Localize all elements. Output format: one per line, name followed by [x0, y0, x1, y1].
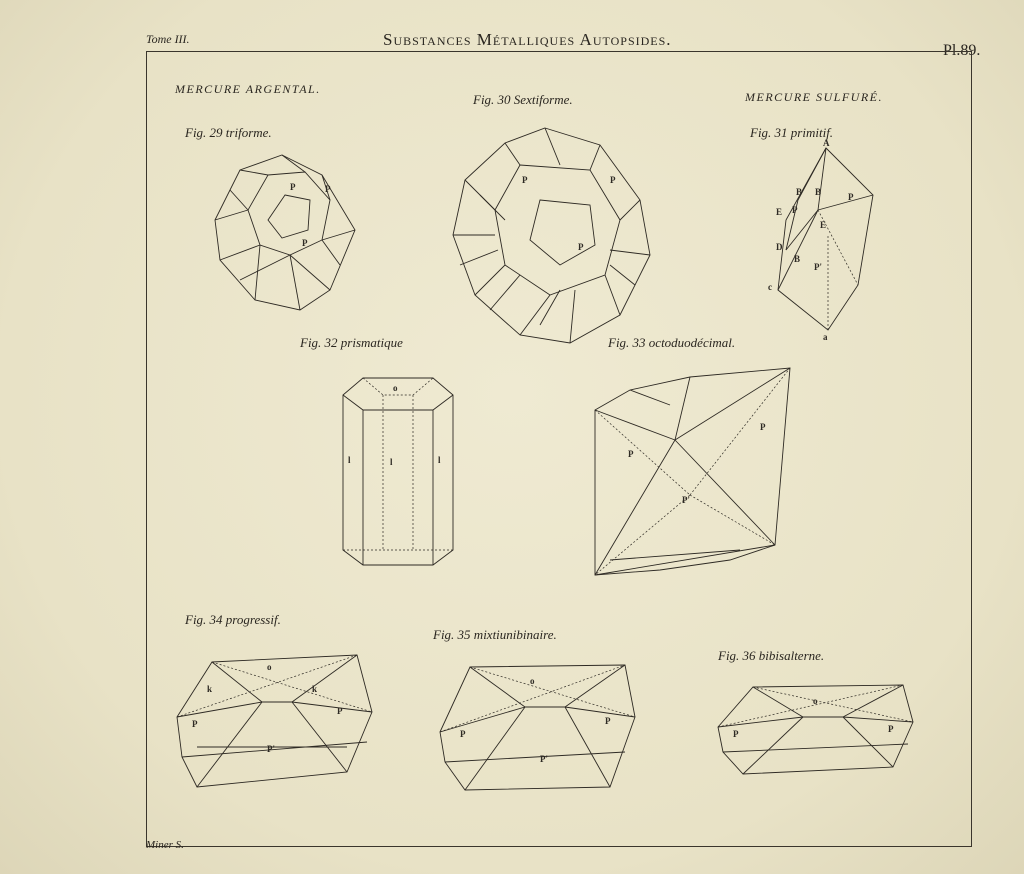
svg-text:P: P: [888, 724, 894, 734]
svg-text:l: l: [438, 455, 441, 465]
section-mercure-argental: MERCURE ARGENTAL.: [175, 82, 321, 96]
svg-text:P: P: [792, 205, 798, 215]
fig34-caption: Fig. 34 progressif.: [185, 612, 281, 627]
fig30-crystal-drawing: [450, 125, 660, 345]
svg-text:o: o: [813, 696, 818, 706]
svg-text:a: a: [823, 332, 828, 342]
svg-text:l: l: [348, 455, 351, 465]
fig36-caption: Fig. 36 bibisalterne.: [718, 648, 825, 663]
svg-text:P: P: [605, 716, 611, 726]
svg-text:P: P: [337, 706, 343, 716]
fig29-caption: Fig. 29 triforme.: [185, 125, 272, 140]
svg-text:P: P: [325, 184, 331, 194]
svg-text:P': P': [814, 262, 822, 272]
fig36-crystal-drawing: [713, 682, 918, 782]
fig32-caption: Fig. 32 prismatique: [300, 335, 403, 350]
svg-text:k: k: [207, 684, 213, 694]
svg-text:o: o: [530, 676, 535, 686]
svg-text:A: A: [823, 138, 830, 148]
svg-text:P: P: [290, 182, 296, 192]
fig32-crystal-drawing: [338, 375, 458, 570]
svg-text:B: B: [794, 254, 801, 264]
fig31-caption: Fig. 31 primitif.: [750, 125, 834, 140]
fig30-caption: Fig. 30 Sextiforme.: [473, 92, 573, 107]
svg-text:B: B: [815, 187, 822, 197]
svg-text:D: D: [776, 242, 783, 252]
tome-label: Tome III.: [146, 32, 190, 46]
svg-text:c: c: [768, 282, 772, 292]
svg-text:P': P': [267, 744, 275, 754]
svg-text:E: E: [776, 207, 783, 217]
svg-text:o: o: [393, 383, 398, 393]
fig33-caption: Fig. 33 octoduodécimal.: [608, 335, 736, 350]
svg-text:P: P: [848, 192, 854, 202]
svg-text:P: P: [733, 729, 739, 739]
svg-text:P: P: [522, 175, 528, 185]
svg-text:P': P': [540, 754, 548, 764]
svg-text:k: k: [312, 684, 318, 694]
svg-text:P: P: [628, 449, 634, 459]
fig33-crystal-drawing: [590, 365, 800, 585]
plate-number: Pl.89.: [943, 42, 981, 59]
svg-text:P': P': [682, 495, 690, 505]
svg-text:P: P: [760, 422, 766, 432]
fig29-crystal-drawing: [210, 150, 365, 315]
fig31-crystal-drawing: [768, 140, 883, 340]
svg-text:P: P: [302, 238, 308, 248]
fig35-crystal-drawing: [435, 662, 640, 792]
fig34-crystal-drawing: [172, 652, 377, 792]
svg-text:P: P: [578, 242, 584, 252]
engraver-signature: Miner S.: [146, 839, 184, 851]
svg-text:P: P: [192, 719, 198, 729]
svg-text:B: B: [796, 187, 803, 197]
svg-text:l: l: [390, 457, 393, 467]
plate-title: Substances Métalliques Autopsides.: [383, 30, 672, 49]
svg-text:o: o: [267, 662, 272, 672]
svg-text:E: E: [820, 220, 827, 230]
fig35-caption: Fig. 35 mixtiunibinaire.: [433, 627, 557, 642]
svg-text:P: P: [610, 175, 616, 185]
svg-text:P: P: [460, 729, 466, 739]
section-mercure-sulfure: MERCURE SULFURÉ.: [745, 90, 883, 104]
